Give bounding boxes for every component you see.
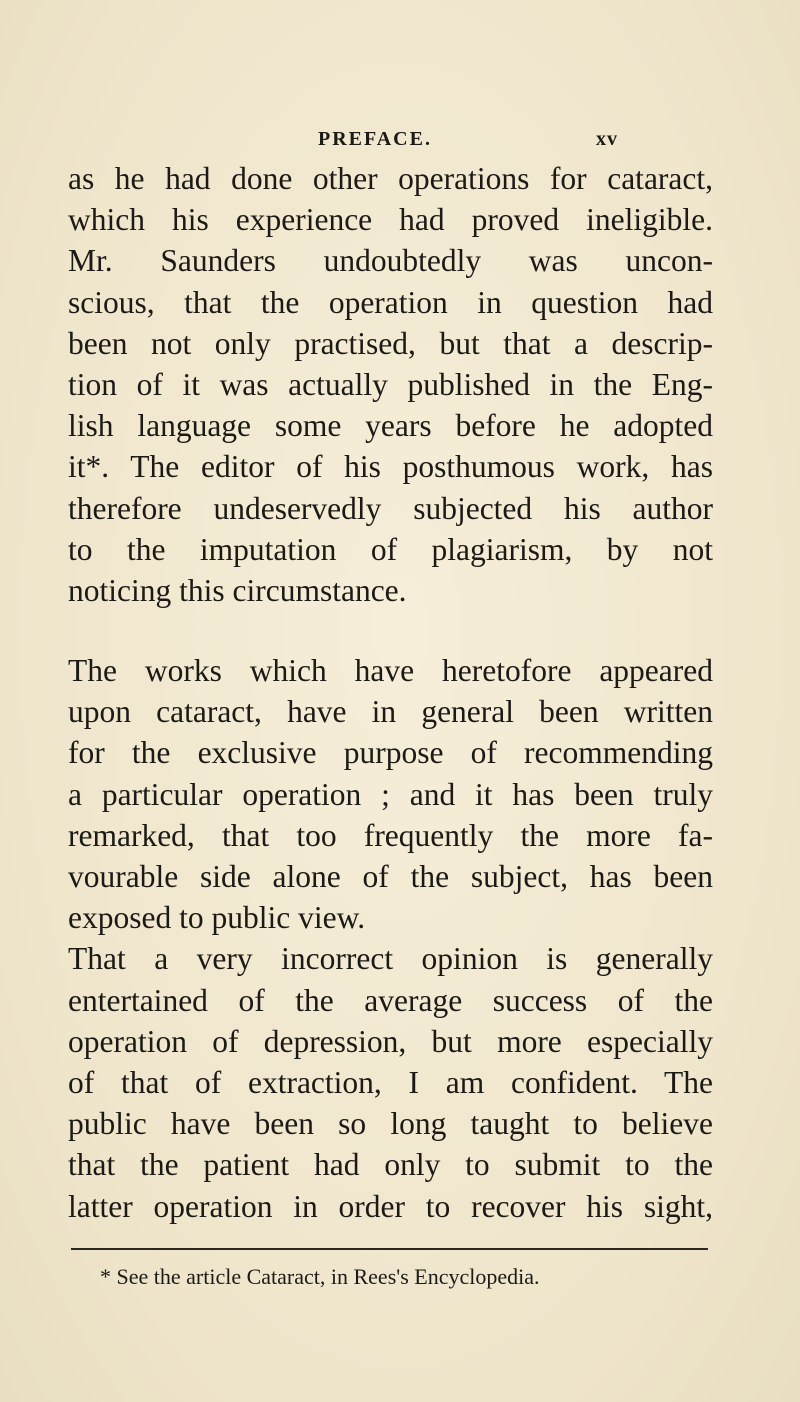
- text-line: Mr. Saunders undoubtedly was uncon-: [68, 243, 713, 279]
- paragraph: [68, 938, 713, 1226]
- text-line: it*. The editor of his posthumous work, has: [68, 449, 713, 485]
- text-line: that the patient had only to submit to the: [68, 1147, 713, 1183]
- page-header: [0, 116, 800, 156]
- text-line: a particular operation ; and it has been truly: [68, 776, 713, 812]
- running-head: PREFACE.: [318, 128, 432, 150]
- paragraph-gap: [68, 611, 713, 650]
- footnote: * See the article Cataract, in Rees's Encyclopedia.: [100, 1264, 540, 1289]
- text-line: noticing this circumstance.: [68, 572, 407, 608]
- text-line: tion of it was actually published in the Eng-: [68, 366, 713, 402]
- text-line: as he had done other operations for cataract,: [68, 161, 713, 196]
- text-line: remarked, that too frequently the more fa-: [68, 817, 713, 853]
- text-line: latter operation in order to recover his sight,: [68, 1188, 713, 1224]
- text-line: That a very incorrect opinion is generally: [68, 941, 713, 977]
- text-line: operation of depression, but more especially: [68, 1023, 713, 1059]
- text-line: therefore undeservedly subjected his author: [68, 490, 713, 526]
- text-line: upon cataract, have in general been written: [68, 694, 713, 730]
- text-line: lish language some years before he adopted: [68, 408, 713, 444]
- text-line: to the imputation of plagiarism, by not: [68, 531, 713, 567]
- page-number: xv: [596, 128, 618, 150]
- text-line: The works which have heretofore appeared: [68, 653, 713, 689]
- text-line: of that of extraction, I am confident. The: [68, 1064, 713, 1100]
- text-line: exposed to public view.: [68, 900, 366, 936]
- paragraph: [68, 158, 713, 611]
- text-line: for the exclusive purpose of recommending: [68, 735, 713, 771]
- text-line: which his experience had proved ineligible.: [68, 202, 713, 238]
- text-line: been not only practised, but that a descrip-: [68, 325, 713, 361]
- body-text: [68, 158, 713, 1227]
- text-line: entertained of the average success of the: [68, 982, 713, 1018]
- footnote-rule: [71, 1248, 708, 1250]
- text-line: vourable side alone of the subject, has been: [68, 859, 713, 894]
- text-line: public have been so long taught to believe: [68, 1106, 713, 1142]
- paragraph: [68, 650, 713, 938]
- text-line: scious, that the operation in question had: [68, 284, 713, 320]
